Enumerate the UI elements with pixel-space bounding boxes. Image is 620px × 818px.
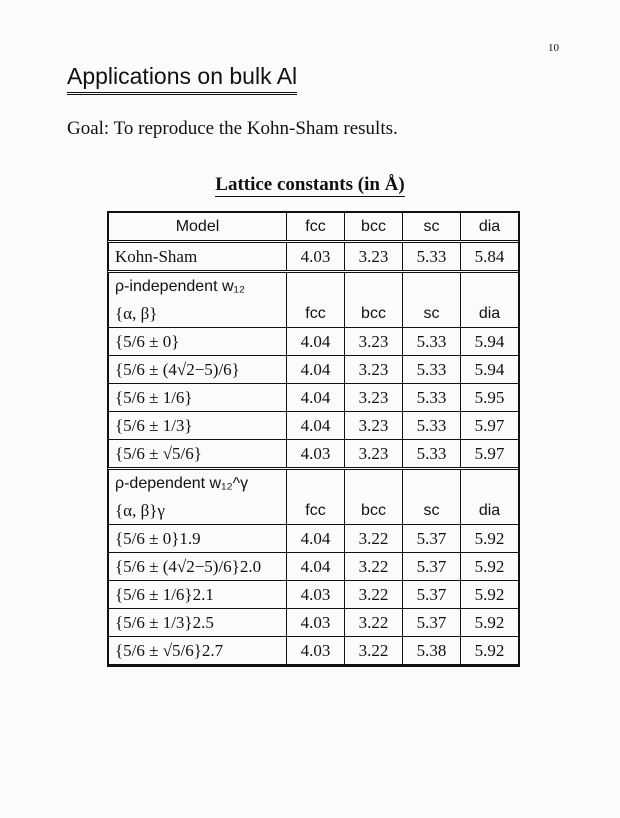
goal-text: Goal: To reproduce the Kohn-Sham results.: [67, 118, 398, 139]
header-model: Model: [109, 213, 287, 242]
row-label: {5/6 ± 1/3}: [109, 412, 287, 440]
table-cell: 4.04: [287, 356, 345, 384]
table-cell: 3.23: [345, 328, 403, 356]
table-row: [109, 412, 519, 440]
table-row: [109, 609, 519, 637]
table-cell: 5.97: [461, 440, 519, 469]
page-number: 10: [548, 42, 559, 54]
table-cell: 5.92: [461, 553, 519, 581]
header-bcc: bcc: [345, 213, 403, 242]
table-cell: 5.94: [461, 356, 519, 384]
table-row: [109, 440, 519, 469]
table-cell: 4.03: [287, 440, 345, 469]
table-cell: 4.03: [287, 609, 345, 637]
header-fcc: fcc: [287, 213, 345, 242]
table-row: [109, 525, 519, 553]
row-label: {5/6 ± √5/6}: [109, 440, 287, 469]
section2-title: ρ-dependent w₁₂^γ: [109, 469, 287, 498]
row-label: {5/6 ± 0}1.9: [109, 525, 287, 553]
table-cell: 3.22: [345, 637, 403, 665]
section1-subheader-fcc: fcc: [287, 300, 345, 328]
slide-heading: Applications on bulk Al: [67, 62, 297, 95]
table-cell: 5.37: [403, 609, 461, 637]
table-row: [109, 384, 519, 412]
table-cell: 5.92: [461, 525, 519, 553]
kohn-sham-row: [109, 242, 519, 272]
row-label: {5/6 ± 1/6}2.1: [109, 581, 287, 609]
lattice-table: [107, 211, 520, 667]
section1-subheader-bcc: bcc: [345, 300, 403, 328]
section2-subheader-fcc: fcc: [287, 497, 345, 525]
table-row: [109, 637, 519, 665]
section1-title-row: [109, 272, 519, 301]
table-cell: 5.92: [461, 637, 519, 665]
table-cell: 3.22: [345, 581, 403, 609]
table-cell: 5.95: [461, 384, 519, 412]
table-cell: 4.03: [287, 581, 345, 609]
table-cell: 5.94: [461, 328, 519, 356]
table-cell: 5.92: [461, 581, 519, 609]
section2-title-row: [109, 469, 519, 498]
table-cell: 5.33: [403, 412, 461, 440]
row-label: {5/6 ± √5/6}2.7: [109, 637, 287, 665]
section1-subheader-row: [109, 300, 519, 328]
table-cell: 3.22: [345, 553, 403, 581]
header-dia: dia: [461, 213, 519, 242]
table-cell: 5.33: [403, 384, 461, 412]
table-title-text: Lattice constants (in Å): [215, 174, 405, 195]
table-cell: 3.23: [345, 440, 403, 469]
section2-subheader-dia: dia: [461, 497, 519, 525]
kohn-sham-label: Kohn-Sham: [109, 242, 287, 272]
table-cell: 5.33: [403, 328, 461, 356]
table-cell: 5.97: [461, 412, 519, 440]
table-row: [109, 356, 519, 384]
table-title: [0, 174, 620, 196]
table-row: [109, 553, 519, 581]
section1-subheader-sc: sc: [403, 300, 461, 328]
row-label: {5/6 ± 1/6}: [109, 384, 287, 412]
table-cell: 3.23: [345, 356, 403, 384]
table-cell: 5.84: [461, 242, 519, 272]
table-cell: 5.33: [403, 356, 461, 384]
table-cell: 4.04: [287, 553, 345, 581]
table-cell: 4.03: [287, 242, 345, 272]
table-cell: 3.22: [345, 525, 403, 553]
table-cell: 5.37: [403, 525, 461, 553]
table-cell: 4.04: [287, 384, 345, 412]
table-cell: 4.04: [287, 328, 345, 356]
table-cell: 3.23: [345, 412, 403, 440]
row-label: {5/6 ± (4√2−5)/6}: [109, 356, 287, 384]
table-cell: 5.38: [403, 637, 461, 665]
table-row: [109, 581, 519, 609]
table-cell: 5.33: [403, 440, 461, 469]
table-cell: 4.04: [287, 412, 345, 440]
section2-subheader-sc: sc: [403, 497, 461, 525]
table-cell: 3.23: [345, 242, 403, 272]
row-label: {5/6 ± (4√2−5)/6}2.0: [109, 553, 287, 581]
row-label: {5/6 ± 0}: [109, 328, 287, 356]
header-sc: sc: [403, 213, 461, 242]
table-cell: 4.04: [287, 525, 345, 553]
table-cell: 5.92: [461, 609, 519, 637]
table-cell: 3.23: [345, 384, 403, 412]
table-cell: 4.03: [287, 637, 345, 665]
table-cell: 3.22: [345, 609, 403, 637]
row-label: {5/6 ± 1/3}2.5: [109, 609, 287, 637]
section2-subheader-bcc: bcc: [345, 497, 403, 525]
section2-subheader-model: {α, β}γ: [109, 497, 287, 525]
table-cell: 5.33: [403, 242, 461, 272]
section1-title: ρ-independent w₁₂: [109, 272, 287, 301]
section2-subheader-row: [109, 497, 519, 525]
table-cell: 5.37: [403, 553, 461, 581]
table-cell: 5.37: [403, 581, 461, 609]
section1-subheader-model: {α, β}: [109, 300, 287, 328]
table-row: [109, 328, 519, 356]
section1-subheader-dia: dia: [461, 300, 519, 328]
table-header-row: [109, 213, 519, 242]
